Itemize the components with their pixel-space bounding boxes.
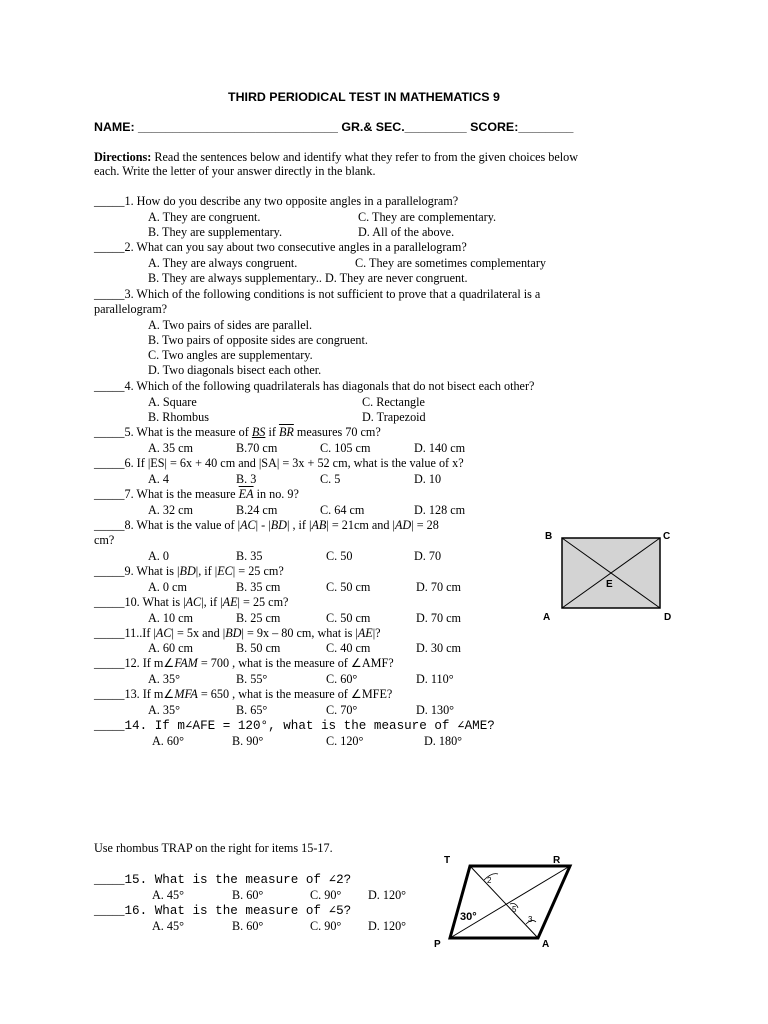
q11-segment-ac: AC [155, 626, 172, 640]
q5-text-a: _____5. What is the measure of [94, 425, 252, 439]
label-d: D [664, 612, 672, 623]
q9-text-c: | = 25 cm? [232, 564, 284, 578]
q3-option-d: D. Two diagonals bisect each other. [148, 363, 322, 377]
q8-segment-ad: AD [394, 518, 412, 532]
q6-option-a: A. 4 [148, 472, 169, 486]
q9-segment-bd: BD [179, 564, 196, 578]
q16-text: 16. What is the measure of ∠5? [124, 904, 352, 918]
q4-option-b: B. Rhombus [148, 410, 209, 424]
q4-option-c: C. Rectangle [362, 395, 425, 409]
label-b: B [545, 531, 553, 542]
rhombus-instructions: Use rhombus TRAP on the right for items 15-17. [94, 841, 333, 855]
directions-label: Directions: [94, 150, 152, 164]
q11-option-c: C. 40 cm [326, 641, 371, 655]
q8-segment-ac: AC [240, 518, 256, 532]
q15-option-c: C. 90° [310, 888, 342, 902]
q15-blank: _____ [94, 872, 125, 886]
q13-text-a: _____13. If m∠ [94, 687, 175, 701]
q6-option-d: D. 10 [414, 472, 442, 486]
label-c: C [663, 531, 671, 542]
q5-option-b: B.70 cm [236, 441, 278, 455]
q13-angle-mfa: MFA [174, 687, 198, 701]
q9-option-b: B. 35 cm [236, 580, 281, 594]
q6-option-b: B. 3 [236, 472, 257, 486]
rectangle-figure [540, 524, 680, 624]
q16-option-b: B. 60° [232, 919, 264, 933]
q14-option-b: B. 90° [232, 734, 264, 748]
q8-option-a: A. 0 [148, 549, 169, 563]
question-2: _____2. What can you say about two consecutive angles in a parallelogram? [94, 240, 467, 254]
q16-blank: _____ [94, 903, 125, 917]
question-6: _____6. If |ES| = 6x + 40 cm and |SA| = 3x + 52 cm, what is the value of x? [94, 456, 464, 470]
question-4: _____4. Which of the following quadrilaterals has diagonals that do not bisect each other? [94, 379, 535, 393]
q2-option-b-d: B. They are always supplementary.. D. They are never congruent. [148, 271, 468, 285]
label-t: T [444, 855, 451, 866]
question-10 [94, 595, 288, 610]
q7-option-d: D. 128 cm [414, 503, 466, 517]
label-a: A [542, 939, 550, 950]
q8-segment-bd: BD [270, 518, 287, 532]
q9-option-d: D. 70 cm [416, 580, 462, 594]
q8-option-c: C. 50 [326, 549, 353, 563]
directions-text-1: Read the sentences below and identify what they refer to from the given choices below [151, 150, 579, 164]
q10-option-b: B. 25 cm [236, 611, 281, 625]
q10-option-a: A. 10 cm [148, 611, 194, 625]
q2-option-c: C. They are sometimes complementary [355, 256, 546, 270]
label-e: E [606, 579, 613, 590]
directions [94, 150, 578, 165]
q9-text-a: _____9. What is | [94, 564, 180, 578]
q8-text-c: | , if | [286, 518, 312, 532]
q11-option-d: D. 30 cm [416, 641, 462, 655]
rhombus-figure [428, 850, 578, 954]
question-13 [94, 687, 392, 702]
q1-option-c: C. They are complementary. [358, 210, 497, 224]
q9-text-b: |, if | [195, 564, 218, 578]
q3-option-a: A. Two pairs of sides are parallel. [148, 318, 313, 332]
q11-segment-bd: BD [225, 626, 242, 640]
q14-blank: _____ [94, 718, 125, 732]
q11-segment-ae: AE [357, 626, 373, 640]
angle-label-3: 3 [528, 915, 533, 924]
q5-segment-br: $\overline{BR}$ [278, 425, 294, 439]
q10-option-c: C. 50 cm [326, 611, 371, 625]
q13-option-a: A. 35° [148, 703, 180, 717]
q2-option-a: A. They are always congruent. [148, 256, 298, 270]
q15-option-b: B. 60° [232, 888, 264, 902]
question-8 [94, 518, 439, 533]
q8-text-e: | = 28 [411, 518, 439, 532]
question-12 [94, 656, 394, 671]
q8-option-b: B. 35 [236, 549, 263, 563]
q7-option-b: B.24 cm [236, 503, 278, 517]
q10-segment-ac: AC [185, 595, 202, 609]
q11-option-a: A. 60 cm [148, 641, 194, 655]
q13-text-b: = 650 , what is the measure of ∠MFE? [197, 687, 393, 701]
q14-option-c: C. 120° [326, 734, 364, 748]
q14-text: 14. If m∠AFE = 120°, what is the measure of ∠AME? [124, 719, 495, 733]
q15-text: 15. What is the measure of ∠2? [124, 873, 352, 887]
q14-option-d: D. 180° [424, 734, 463, 748]
question-9 [94, 564, 284, 579]
student-info-line: NAME: _____________________________ GR.& SEC._________ SCORE:________ [94, 120, 574, 134]
q3-option-c: C. Two angles are supplementary. [148, 348, 313, 362]
q5-option-c: C. 105 cm [320, 441, 371, 455]
q1-option-a: A. They are congruent. [148, 210, 261, 224]
q12-option-a: A. 35° [148, 672, 180, 686]
q7-option-a: A. 32 cm [148, 503, 194, 517]
q10-text-a: _____10. What is | [94, 595, 186, 609]
q8-segment-ab: AB [311, 518, 327, 532]
q7-option-c: C. 64 cm [320, 503, 365, 517]
angle-label-5: 5 [512, 905, 517, 914]
q11-text-b: | = 5x and | [171, 626, 226, 640]
q10-segment-ae: AE [222, 595, 238, 609]
question-7 [94, 487, 299, 502]
q9-segment-ec: EC [217, 564, 233, 578]
q7-segment-ea: $\overline{EA}$ [238, 487, 254, 501]
question-14 [94, 718, 495, 734]
q9-option-c: C. 50 cm [326, 580, 371, 594]
question-5 [94, 425, 381, 440]
angle-label-30: 30° [460, 911, 477, 923]
q13-option-d: D. 130° [416, 703, 455, 717]
q9-option-a: A. 0 cm [148, 580, 187, 594]
q8-option-d: D. 70 [414, 549, 442, 563]
q8-text-a: _____8. What is the value of | [94, 518, 241, 532]
q1-option-b: B. They are supplementary. [148, 225, 283, 239]
question-1: _____1. How do you describe any two opposite angles in a parallelogram? [94, 194, 459, 208]
q14-option-a: A. 60° [152, 734, 184, 748]
q1-option-d: D. All of the above. [358, 225, 455, 239]
q10-text-c: | = 25 cm? [237, 595, 289, 609]
q11-option-b: B. 50 cm [236, 641, 281, 655]
q7-text-b: in no. 9? [253, 487, 299, 501]
label-r: R [553, 855, 561, 866]
q11-text-d: |? [372, 626, 381, 640]
q8-text-b: | - | [255, 518, 271, 532]
question-16 [94, 903, 351, 919]
q12-text-a: _____12. If m∠ [94, 656, 175, 670]
q10-option-d: D. 70 cm [416, 611, 462, 625]
question-8-cont: cm? [94, 533, 115, 547]
q12-option-c: C. 60° [326, 672, 358, 686]
label-a: A [543, 612, 551, 623]
q5-text-c: measures 70 cm? [293, 425, 381, 439]
q12-option-b: B. 55° [236, 672, 268, 686]
q4-option-d: D. Trapezoid [362, 410, 426, 424]
q7-text-a: _____7. What is the measure [94, 487, 239, 501]
q5-option-d: D. 140 cm [414, 441, 466, 455]
q11-text-a: _____11..If | [94, 626, 156, 640]
q5-option-a: A. 35 cm [148, 441, 194, 455]
q5-segment-bs: BS [251, 425, 266, 439]
question-3: _____3. Which of the following conditions is not sufficient to prove that a quadrilateral is a [94, 287, 541, 301]
q16-option-a: A. 45° [152, 919, 184, 933]
q10-text-b: |, if | [201, 595, 223, 609]
q12-angle-fam: FAM [174, 656, 198, 670]
question-11 [94, 626, 381, 641]
label-p: P [434, 939, 441, 950]
q5-text-b: if [265, 425, 279, 439]
q6-option-c: C. 5 [320, 472, 341, 486]
q4-option-a: A. Square [148, 395, 197, 409]
q8-text-d: | = 21cm and | [326, 518, 395, 532]
q3-option-b: B. Two pairs of opposite sides are congruent. [148, 333, 368, 347]
q15-option-d: D. 120° [368, 888, 407, 902]
directions-text-2: each. Write the letter of your answer directly in the blank. [94, 164, 376, 178]
q16-option-c: C. 90° [310, 919, 342, 933]
question-15 [94, 872, 351, 888]
test-title: THIRD PERIODICAL TEST IN MATHEMATICS 9 [228, 90, 500, 104]
q15-option-a: A. 45° [152, 888, 184, 902]
angle-label-2: 2 [487, 876, 492, 885]
q16-option-d: D. 120° [368, 919, 407, 933]
q11-text-c: | = 9x – 80 cm, what is | [241, 626, 358, 640]
q12-text-b: = 700 , what is the measure of ∠AMF? [197, 656, 394, 670]
q13-option-b: B. 65° [236, 703, 268, 717]
question-3-cont: parallelogram? [94, 302, 168, 316]
q12-option-d: D. 110° [416, 672, 454, 686]
q13-option-c: C. 70° [326, 703, 358, 717]
